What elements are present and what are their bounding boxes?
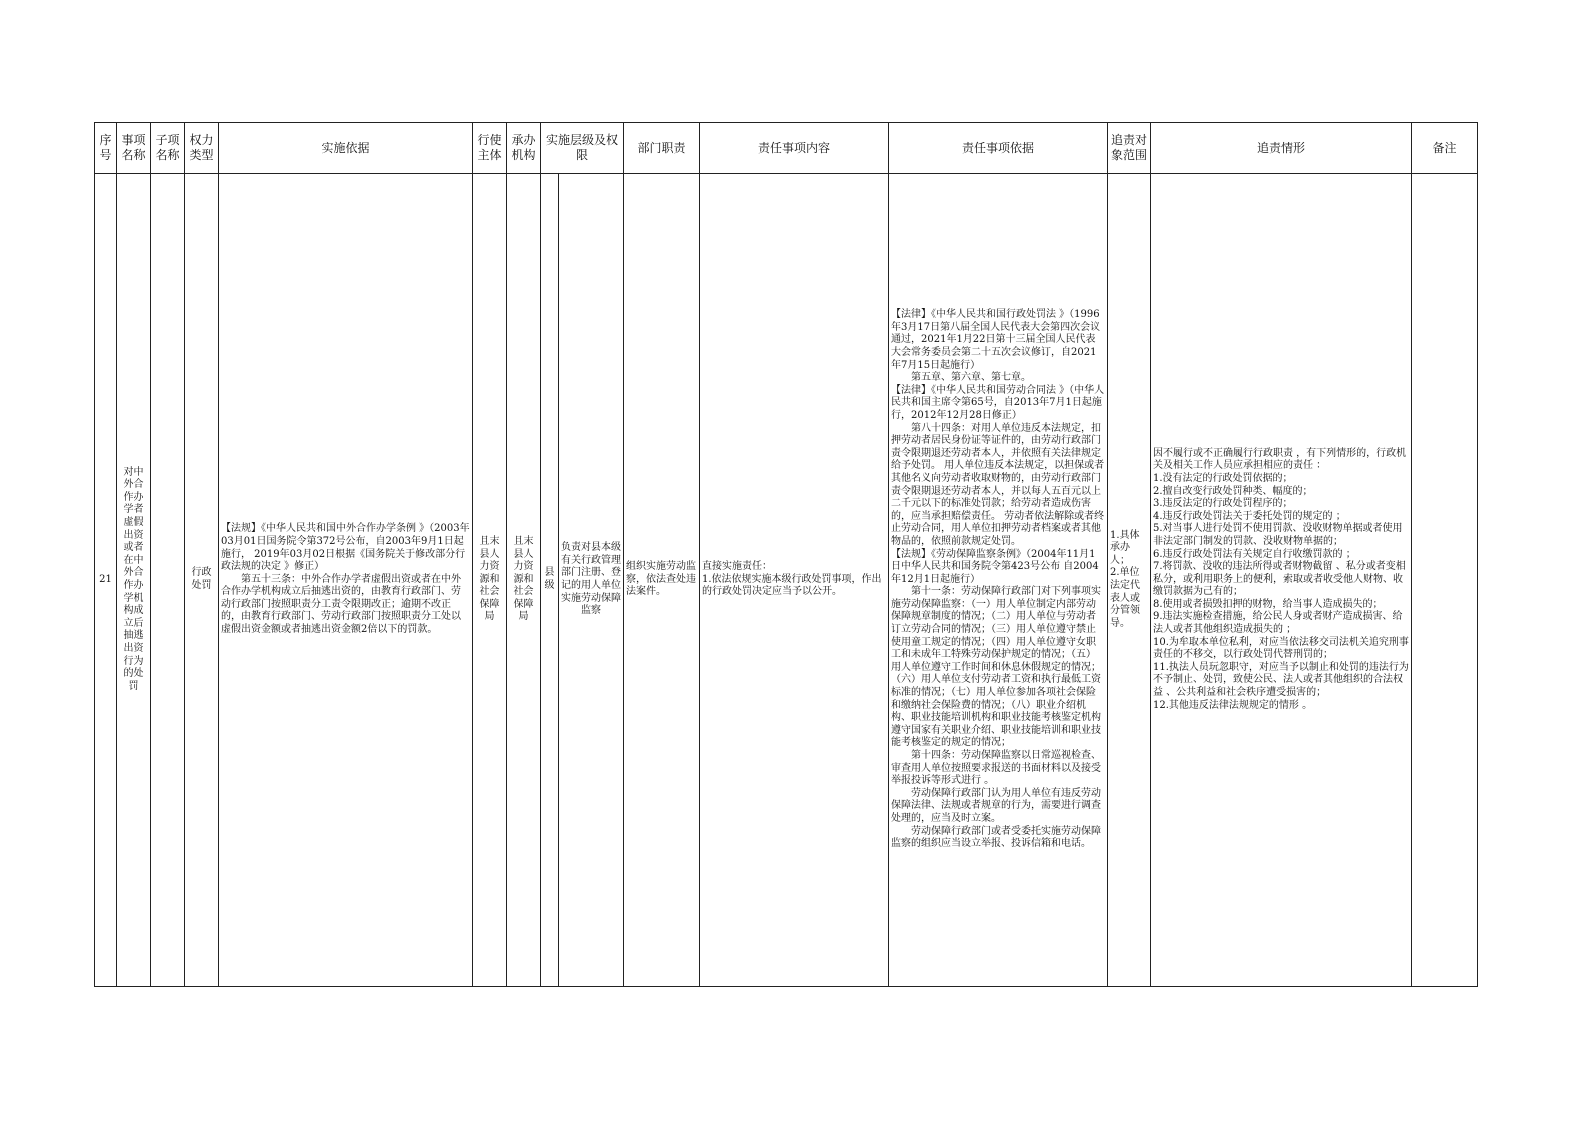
resp-basis-para: 【法律】《中华人民共和国行政处罚法 》（1996年3月17日第八届全国人民代表大会第四次会议通过，2021年1月22日第十三届全国人民代表大会常务委员会第二十五次会议修订，自2021年7月15日起施行） <box>891 309 1101 371</box>
header-undertaker: 承办机构 <box>507 123 541 174</box>
resp-basis-para: 第八十四条：对用人单位违反本法规定，扣押劳动者居民身份证等证件的，由劳动行政部门责令限期退还劳动者本人，并依照有关法律规定给予处罚。 用人单位违反本法规定，以担保或者其他名义向劳动者收取财物的，由劳动行政部门责令限期退还劳动者本人，并以每人五百元以上二千元以下的标准处罚款；给劳动者造成伤害的，应当承担赔偿责任。 劳动者依法解除或者终止劳动合同，用人单位扣押劳动者档案或者其他物品的，依照前款规定处罚。 <box>891 422 1105 547</box>
header-resp-basis: 责任事项依据 <box>889 123 1108 174</box>
header-resp-content: 责任事项内容 <box>700 123 889 174</box>
cell-basis <box>219 174 473 987</box>
header-row <box>95 123 1478 174</box>
cell-item-name: 对中外合作办学者虚假出资或者在中外合作办学机构成立后抽逃出资行为的处罚 <box>117 174 151 987</box>
cell-seq: 21 <box>95 174 117 987</box>
enforcement-table <box>94 122 1478 987</box>
header-remark: 备注 <box>1412 123 1478 174</box>
cell-resp-basis <box>889 174 1108 987</box>
resp-basis-para: 劳动保障行政部门或者受委托实施劳动保障监察的组织应当设立举报、投诉信箱和电话。 <box>891 825 1101 850</box>
basis-article: 第五十三条：中外合作办学者虚假出资或者在中外合作办学机构成立后抽逃出资的，由教育行政部门、劳动行政部门按照职责分工责令限期改正；逾期不改正的，由教育行政部门、劳动行政部门按照职责分工处以虚假出资金额或者抽逃出资金额2倍以下的罚款。 <box>221 573 461 636</box>
header-accountable-scope: 追责对象范围 <box>1108 123 1151 174</box>
header-item-name: 事项名称 <box>117 123 151 174</box>
cell-authority: 负责对县本级有关行政管理部门注册、登记的用人单位实施劳动保障监察 <box>559 174 624 987</box>
header-power-type: 权力类型 <box>185 123 219 174</box>
resp-basis-para: 【法规】《劳动保障监察条例》（2004年11月1日中华人民共和国务院令第423号公布 自2004年12月1日起施行） <box>891 548 1099 585</box>
resp-basis-para: 劳动保障行政部门认为用人单位有违反劳动保障法律、法规或者规章的行为，需要进行调查处理的，应当及时立案。 <box>891 787 1101 824</box>
table-row <box>95 174 1478 987</box>
cell-exec-subject: 且末县人力资源和社会保障局 <box>473 174 507 987</box>
header-dept-duty: 部门职责 <box>624 123 700 174</box>
cell-accountable-scope: 1.具体承办人； 2.单位法定代表人或分管领导。 <box>1108 174 1151 987</box>
cell-undertaker: 且末县人力资源和社会保障局 <box>507 174 541 987</box>
header-sub-name: 子项名称 <box>151 123 185 174</box>
header-basis: 实施依据 <box>219 123 473 174</box>
cell-sub-name <box>151 174 185 987</box>
resp-basis-para: 【法律】《中华人民共和国劳动合同法 》（中华人民共和国主席令第65号，自2013年7月1日起施行，2012年12月28日修正） <box>891 384 1105 421</box>
resp-basis-para: 第十四条：劳动保障监察以日常巡视检查、审查用人单位按照要求报送的书面材料以及接受举报投诉等形式进行 。 <box>891 750 1101 787</box>
cell-resp-content: 直接实施责任： 1.依法依规实施本级行政处罚事项，作出的行政处罚决定应当予以公开。 <box>700 174 889 987</box>
cell-remark <box>1412 174 1478 987</box>
resp-basis-para: 第五章、第六章、第七章。 <box>911 372 1031 384</box>
cell-accountability: 因不履行或不正确履行行政职责 ，有下列情形的，行政机关及相关工作人员应承担相应的责任 ： 1.没有法定的行政处罚依据的； 2.擅自改变行政处罚种类、幅度的； 3.违反法定的行政处罚程序的； 4.违反行政处罚法关于委托处罚的规定的 ； 5.对当事人进行处罚不使用罚款、没收财物单据或者使用非法定部门制发的罚款、没收财物单据的； 6.违反行政处罚法有关规定自行收缴罚款的 ； 7.将罚款、没收的违法所得或者财物截留 、私分或者变相私分，或利用职务上的便利，索取或者收受他人财物、收缴罚款据为己有的； 8.使用或者损毁扣押的财物，给当事人造成损失的； 9.违法实施检查措施，给公民人身或者财产造成损害、给法人或者其他组织造成损失的 ； 10.为牟取本单位私利，对应当依法移交司法机关追究刑事责任的不移交，以行政处罚代替刑罚的； 11.执法人员玩忽职守，对应当予以制止和处罚的违法行为不予制止、处罚，致使公民、法人或者其他组织的合法权益 、公共利益和社会秩序遭受损害的； 12.其他违反法律法规规定的情形 。 <box>1151 174 1412 987</box>
cell-level: 县级 <box>541 174 559 987</box>
header-exec-subject: 行使主体 <box>473 123 507 174</box>
cell-dept-duty: 组织实施劳动监察，依法查处违法案件。 <box>624 174 700 987</box>
header-seq: 序号 <box>95 123 117 174</box>
basis-heading: 【法规】《中华人民共和国中外合作办学条例 》（2003年03月01日国务院令第372号公布，自2003年9月1日起施行， 2019年03月02日根据《国务院关于修改部分行政法规的决定 》修正） <box>221 523 470 573</box>
header-accountability: 追责情形 <box>1151 123 1412 174</box>
resp-basis-para: 第十一条：劳动保障行政部门对下列事项实施劳动保障监察：（一）用人单位制定内部劳动保障规章制度的情况；（二）用人单位与劳动者订立劳动合同的情况；（三）用人单位遵守禁止使用童工规定的情况；（四）用人单位遵守女职工和未成年工特殊劳动保护规定的情况；（五）用人单位遵守工作时间和休息休假规定的情况；（六）用人单位支付劳动者工资和执行最低工资标准的情况；（七）用人单位参加各项社会保险和缴纳社会保险费的情况；（八）职业介绍机构、职业技能培训机构和职业技能考核鉴定机构遵守国家有关职业介绍、职业技能培训和职业技能考核鉴定的规定的情况； <box>891 586 1101 749</box>
header-level: 实施层级及权限 <box>541 123 624 174</box>
cell-power-type: 行政处罚 <box>185 174 219 987</box>
